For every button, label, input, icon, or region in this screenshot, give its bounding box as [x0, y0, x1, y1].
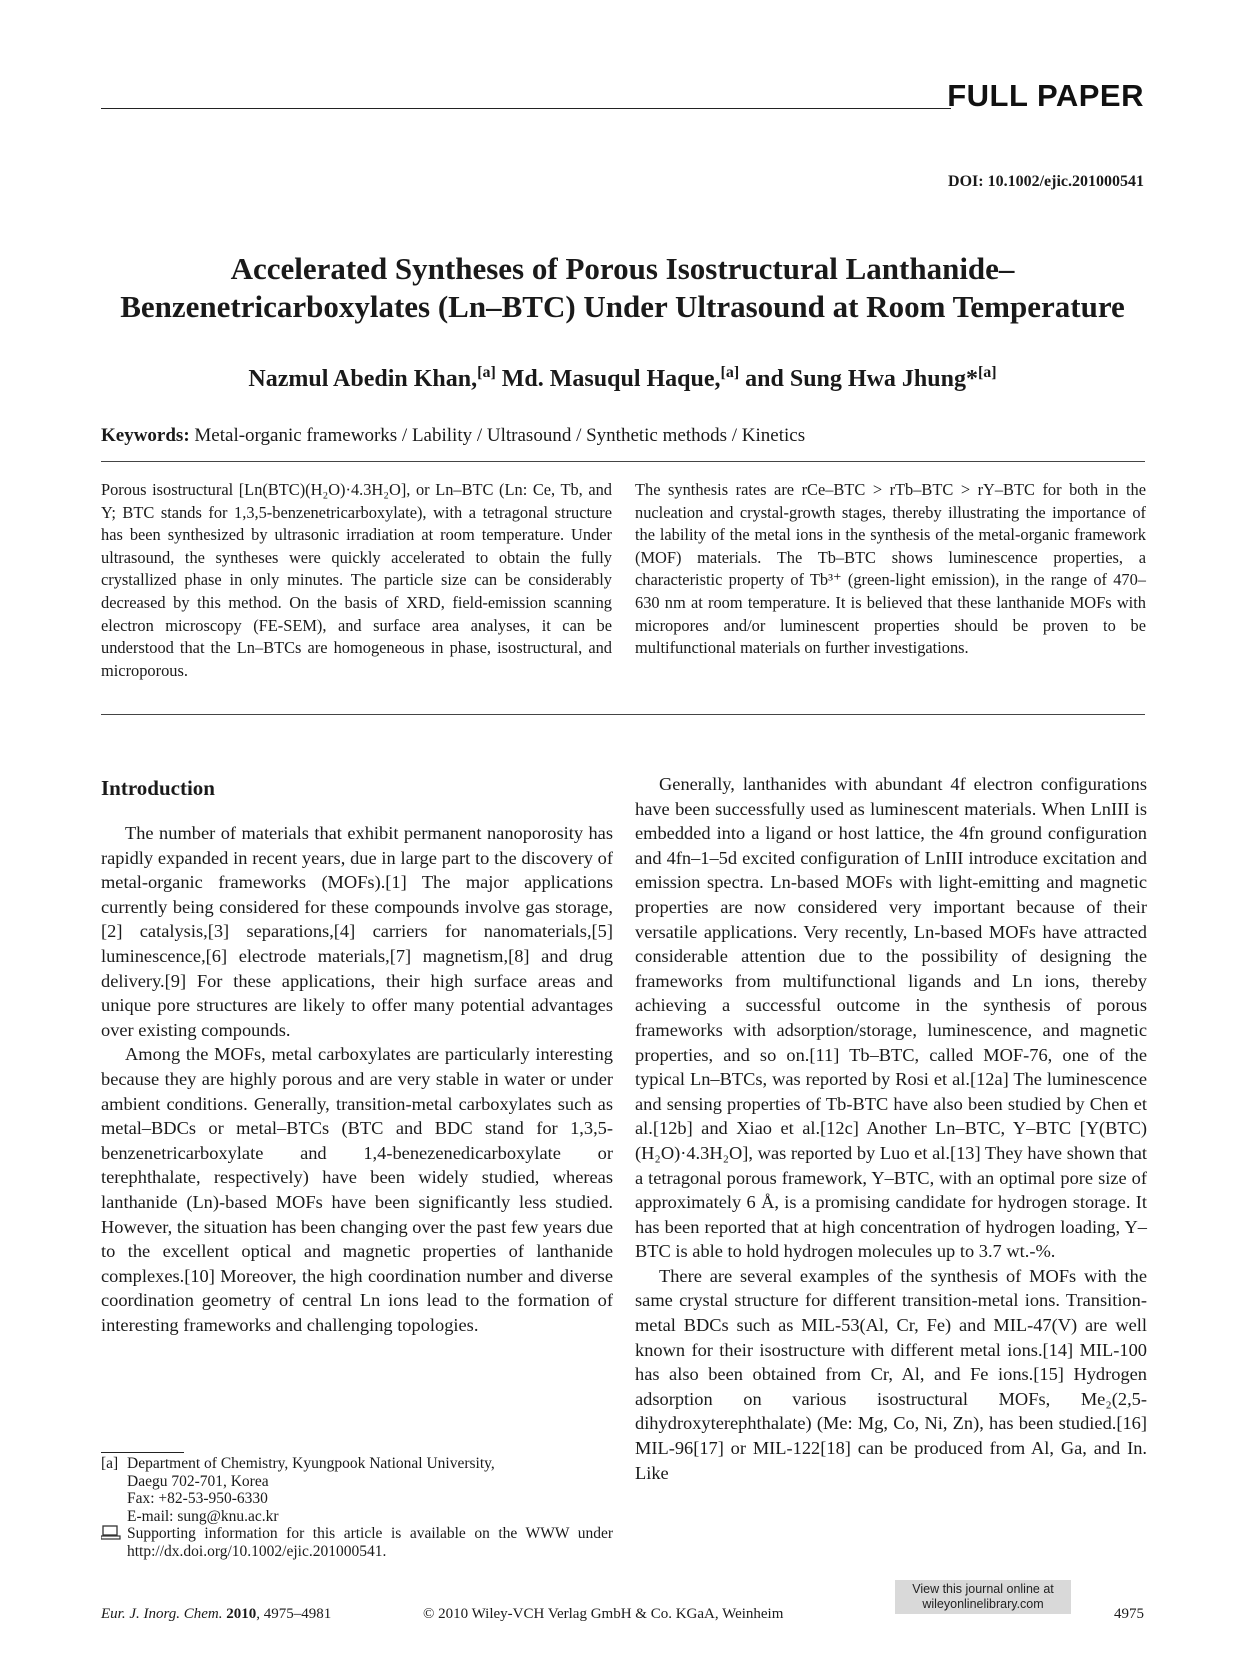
paper-title: [101, 250, 1144, 326]
keywords-label: Keywords:: [101, 425, 190, 446]
journal-year: 2010: [226, 1606, 257, 1622]
page-number: 4975: [1114, 1606, 1144, 1622]
section-heading: Introduction: [101, 776, 215, 800]
journal-citation: [101, 1606, 331, 1623]
paragraph: Among the MOFs, metal carboxylates are particularly interesting because they are highly porous and are very stable in water or under ambient conditions. Generally, transition-metal carboxylates such as metal–BDCs or metal–BTCs (BTC and BDC stand for 1,3,5-benzenetricarboxylate and 1,4-benezenedicarboxylate or terephthalate, respectively) have been widely studied, whereas lanthanide (Ln)-based MOFs have been significantly less studied. However, the situation has been changing over the past few years due to the excellent optical and magnetic properties of lanthanide complexes.[10] Moreover, the high coordination number and diverse coordination geometry of central Ln ions lead to the formation of interesting frameworks and challenging topologies.: [101, 1044, 613, 1335]
computer-icon: [101, 1525, 127, 1560]
body-column-left: [101, 821, 613, 1337]
body-column-right: [635, 772, 1147, 1485]
paragraph: The number of materials that exhibit permanent nanoporosity has rapidly expanded in recent years, due in large part to the discovery of metal-organic frameworks (MOFs).[1] The major applications currently being considered for these compounds involve gas storage,[2] catalysis,[3] separations,[4] carriers for nanomaterials,[5] luminescence,[6] electrode materials,[7] magnetism,[8] and drug delivery.[9] For these applications, their high surface areas and unique pore structures are likely to offer many potential advantages over existing compounds.: [101, 823, 613, 1040]
paragraph: There are several examples of the synthesis of MOFs with the same crystal structure for different transition-metal ions. Transition-metal BDCs such as MIL-53(Al, Cr, Fe) and MIL-47(V) are well known for their isostructure with different metal ions.[14] MIL-100 has also been obtained from Cr, Al, and Fe ions.[15] Hydrogen adsorption on various isostructural MOFs, Me₂(2,5-dihydroxyterephthalate) (Me: Mg, Co, Ni, Zn), has been studied.[16] MIL-96[17] or MIL-122[18] can be produced from Al, Ga, and In. Like: [635, 1265, 1147, 1483]
title-line-2: Benzenetricarboxylates (Ln–BTC) Under Ultrasound at Room Temperature: [120, 289, 1125, 324]
author-affiliation: [a]: [977, 364, 997, 381]
journal-name: Eur. J. Inorg. Chem.: [101, 1606, 223, 1622]
keywords-text: Metal-organic frameworks / Lability / Ultrasound / Synthetic methods / Kinetics: [194, 425, 806, 446]
affiliation-footnote: [101, 1455, 613, 1560]
footnote-mark: [a]: [101, 1455, 119, 1472]
author-name: Nazmul Abedin Khan,: [248, 366, 478, 392]
footnote-line: E-mail: sung@knu.ac.kr: [127, 1507, 279, 1525]
abstract-top-rule: [101, 461, 1145, 462]
footnote-line: Fax: +82-53-950-6330: [127, 1490, 268, 1507]
section-label: FULL PAPER: [947, 78, 1144, 113]
author-affiliation: [a]: [477, 364, 496, 381]
doi: DOI: 10.1002/ejic.201000541: [948, 173, 1144, 190]
abstract-bottom-rule: [101, 714, 1145, 715]
footnote-line: Department of Chemistry, Kyungpook National University,: [127, 1455, 495, 1472]
journal-pages: , 4975–4981: [256, 1606, 332, 1622]
online-journal-badge: [895, 1580, 1071, 1614]
supporting-info: Supporting information for this article is available on the WWW under http://dx.doi.org/10.1002/ejic.201000541.: [127, 1525, 613, 1560]
online-line: wileyonlinelibrary.com: [922, 1597, 1044, 1611]
online-line: View this journal online at: [912, 1582, 1054, 1596]
author-list: [101, 358, 1144, 394]
author-name: Md. Masuqul Haque,: [501, 366, 721, 392]
author-name: and Sung Hwa Jhung*: [745, 366, 978, 392]
keywords: [101, 424, 805, 448]
copyright: © 2010 Wiley-VCH Verlag GmbH & Co. KGaA, Weinheim: [423, 1606, 784, 1622]
footnote-rule: [101, 1452, 184, 1453]
abstract-right: The synthesis rates are rCe–BTC > rTb–BTC > rY–BTC for both in the nucleation and crystal-growth stages, thereby illustrating the importance of the lability of the metal ions in the synthesis of the metal-organic framework (MOF) materials. The Tb–BTC shows luminescence properties, a characteristic property of Tb³⁺ (green-light emission), in the range of 470–630 nm at room temperature. It is believed that these lanthanide MOFs with micropores and/or luminescent properties should be proven to be multifunctional materials on further investigations.: [635, 480, 1146, 658]
title-line-1: Accelerated Syntheses of Porous Isostructural Lanthanide–: [230, 251, 1015, 286]
author-affiliation: [a]: [720, 364, 740, 381]
paragraph: Generally, lanthanides with abundant 4f electron configurations have been successfully used as luminescent materials. When LnIII is embedded into a ligand or host lattice, the 4fn ground configuration and 4fn–1–5d excited configuration of LnIII introduce excitation and emission spectra. Ln-based MOFs with light-emitting and magnetic properties are now considered very important because of their versatile applications. Very recently, Ln-based MOFs have attracted considerable attention due to the possibility of designing the frameworks from multifunctional ligands and Ln ions, thereby achieving a successful outcome in the synthesis of porous frameworks with adsorption/storage, luminescence, and magnetic properties, and so on.[11] Tb–BTC, called MOF-76, one of the typical Ln–BTCs, was reported by Rosi et al.[12a] The luminescence and sensing properties of Tb-BTC have also been studied by Chen et al.[12b] and Xiao et al.[12c] Another Ln–BTC, Y–BTC [Y(BTC)(H₂O)·4.3H₂O], was reported by Luo et al.[13] They have shown that a tetragonal porous framework, Y–BTC, with an optimal pore size of approximately 6 Å, is a promising candidate for hydrogen storage. It has been reported that at high concentration of hydrogen loading, Y–BTC is able to hold hydrogen molecules up to 3.7 wt.-%.: [635, 774, 1147, 1262]
footnote-line: Daegu 702-701, Korea: [127, 1472, 269, 1490]
header-rule: [101, 108, 951, 109]
abstract-left: Porous isostructural [Ln(BTC)(H₂O)·4.3H₂O], or Ln–BTC (Ln: Ce, Tb, and Y; BTC stands for 1,3,5-benzenetricarboxylate), with a tetragonal structure has been synthesized by ultrasonic irradiation at room temperature. Under ultrasound, the syntheses were quickly accelerated to obtain the fully crystallized phase in only minutes. The particle size can be considerably decreased by this method. On the basis of XRD, field-emission scanning electron microscopy (FE-SEM), and surface area analyses, it can be understood that the Ln–BTCs are homogeneous in phase, isostructural, and microporous.: [101, 480, 612, 680]
